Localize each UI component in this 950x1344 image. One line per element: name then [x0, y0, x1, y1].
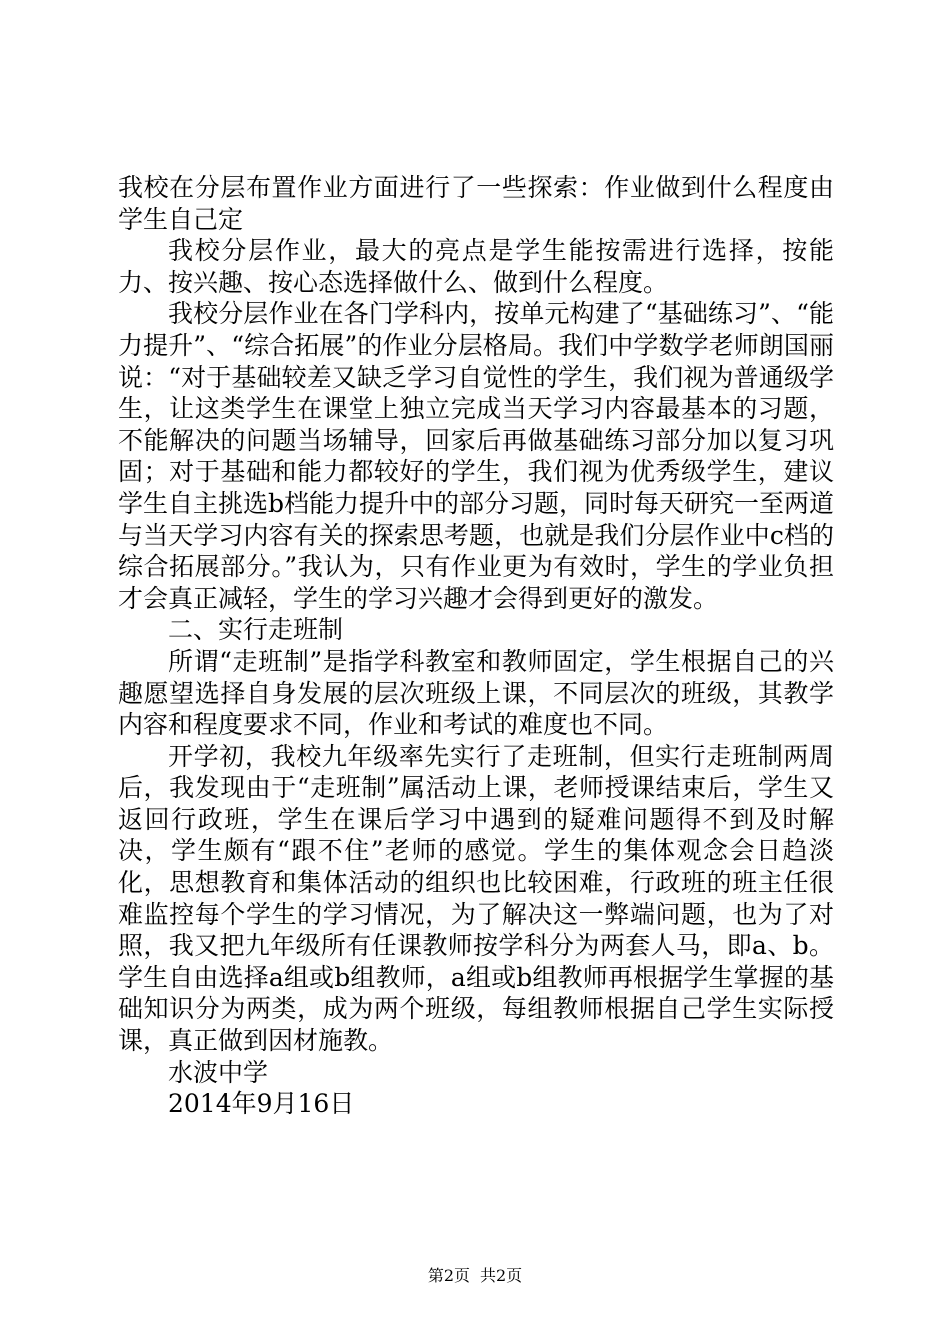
section-heading: 二、实行走班制 [168, 615, 344, 645]
paragraph: 所谓“走班制”是指学科教室和教师固定，学生根据自己的兴趣愿望选择自身发展的层次班级上课，不同层次的班级，其教学内容和程度要求不同，作业和考试的难度也不同。 [118, 646, 834, 740]
paragraph-heading: 我校在分层布置作业方面进行了一些探索：作业做到什么程度由学生自己定 [118, 173, 834, 234]
paragraph: 我校分层作业在各门学科内，按单元构建了“基础练习”、“能力提升”、“综合拓展”的作业分层格局。我们中学数学老师朗国丽说：“对于基础较差又缺乏学习自觉性的学生，我们视为普通级学生，让这类学生在课堂上独立完成当天学习内容最基本的习题，不能解决的问题当场辅导，回家后再做基础练习部分加以复习巩固；对于基础和能力都较好的学生，我们视为优秀级学生，建议学生自主挑选b档能力提升中的部分习题，同时每天研究一至两道与当天学习内容有关的探索思考题，也就是我们分层作业中c档的综合拓展部分。”我认为，只有作业更为有效时，学生的学业负担才会真正减轻，学生的学习兴趣才会得到更好的激发。 [118, 299, 835, 613]
signature-date: 2014年9月16日 [168, 1089, 355, 1119]
page-footer [0, 1266, 950, 1286]
paragraph: 我校分层作业，最大的亮点是学生能按需进行选择，按能力、按兴趣、按心态选择做什么、做到什么程度。 [118, 236, 834, 297]
document-body [118, 172, 834, 1120]
page-number-total: 共2页 [480, 1266, 523, 1285]
signature-organization: 水波中学 [168, 1057, 269, 1087]
paragraph: 开学初，我校九年级率先实行了走班制，但实行走班制两周后，我发现由于“走班制”属活动上课，老师授课结束后，学生又返回行政班，学生在课后学习中遇到的疑难问题得不到及时解决，学生颇有“跟不住”老师的感觉。学生的集体观念会日趋淡化，思想教育和集体活动的组织也比较困难，行政班的班主任很难监控每个学生的学习情况，为了解决这一弊端问题，也为了对照，我又把九年级所有任课教师按学科分为两套人马，即a、b。学生自由选择a组或b组教师，a组或b组教师再根据学生掌握的基础知识分为两类，成为两个班级，每组教师根据自己学生实际授课，真正做到因材施教。 [118, 741, 834, 1056]
page-number-current: 第2页 [427, 1266, 470, 1285]
